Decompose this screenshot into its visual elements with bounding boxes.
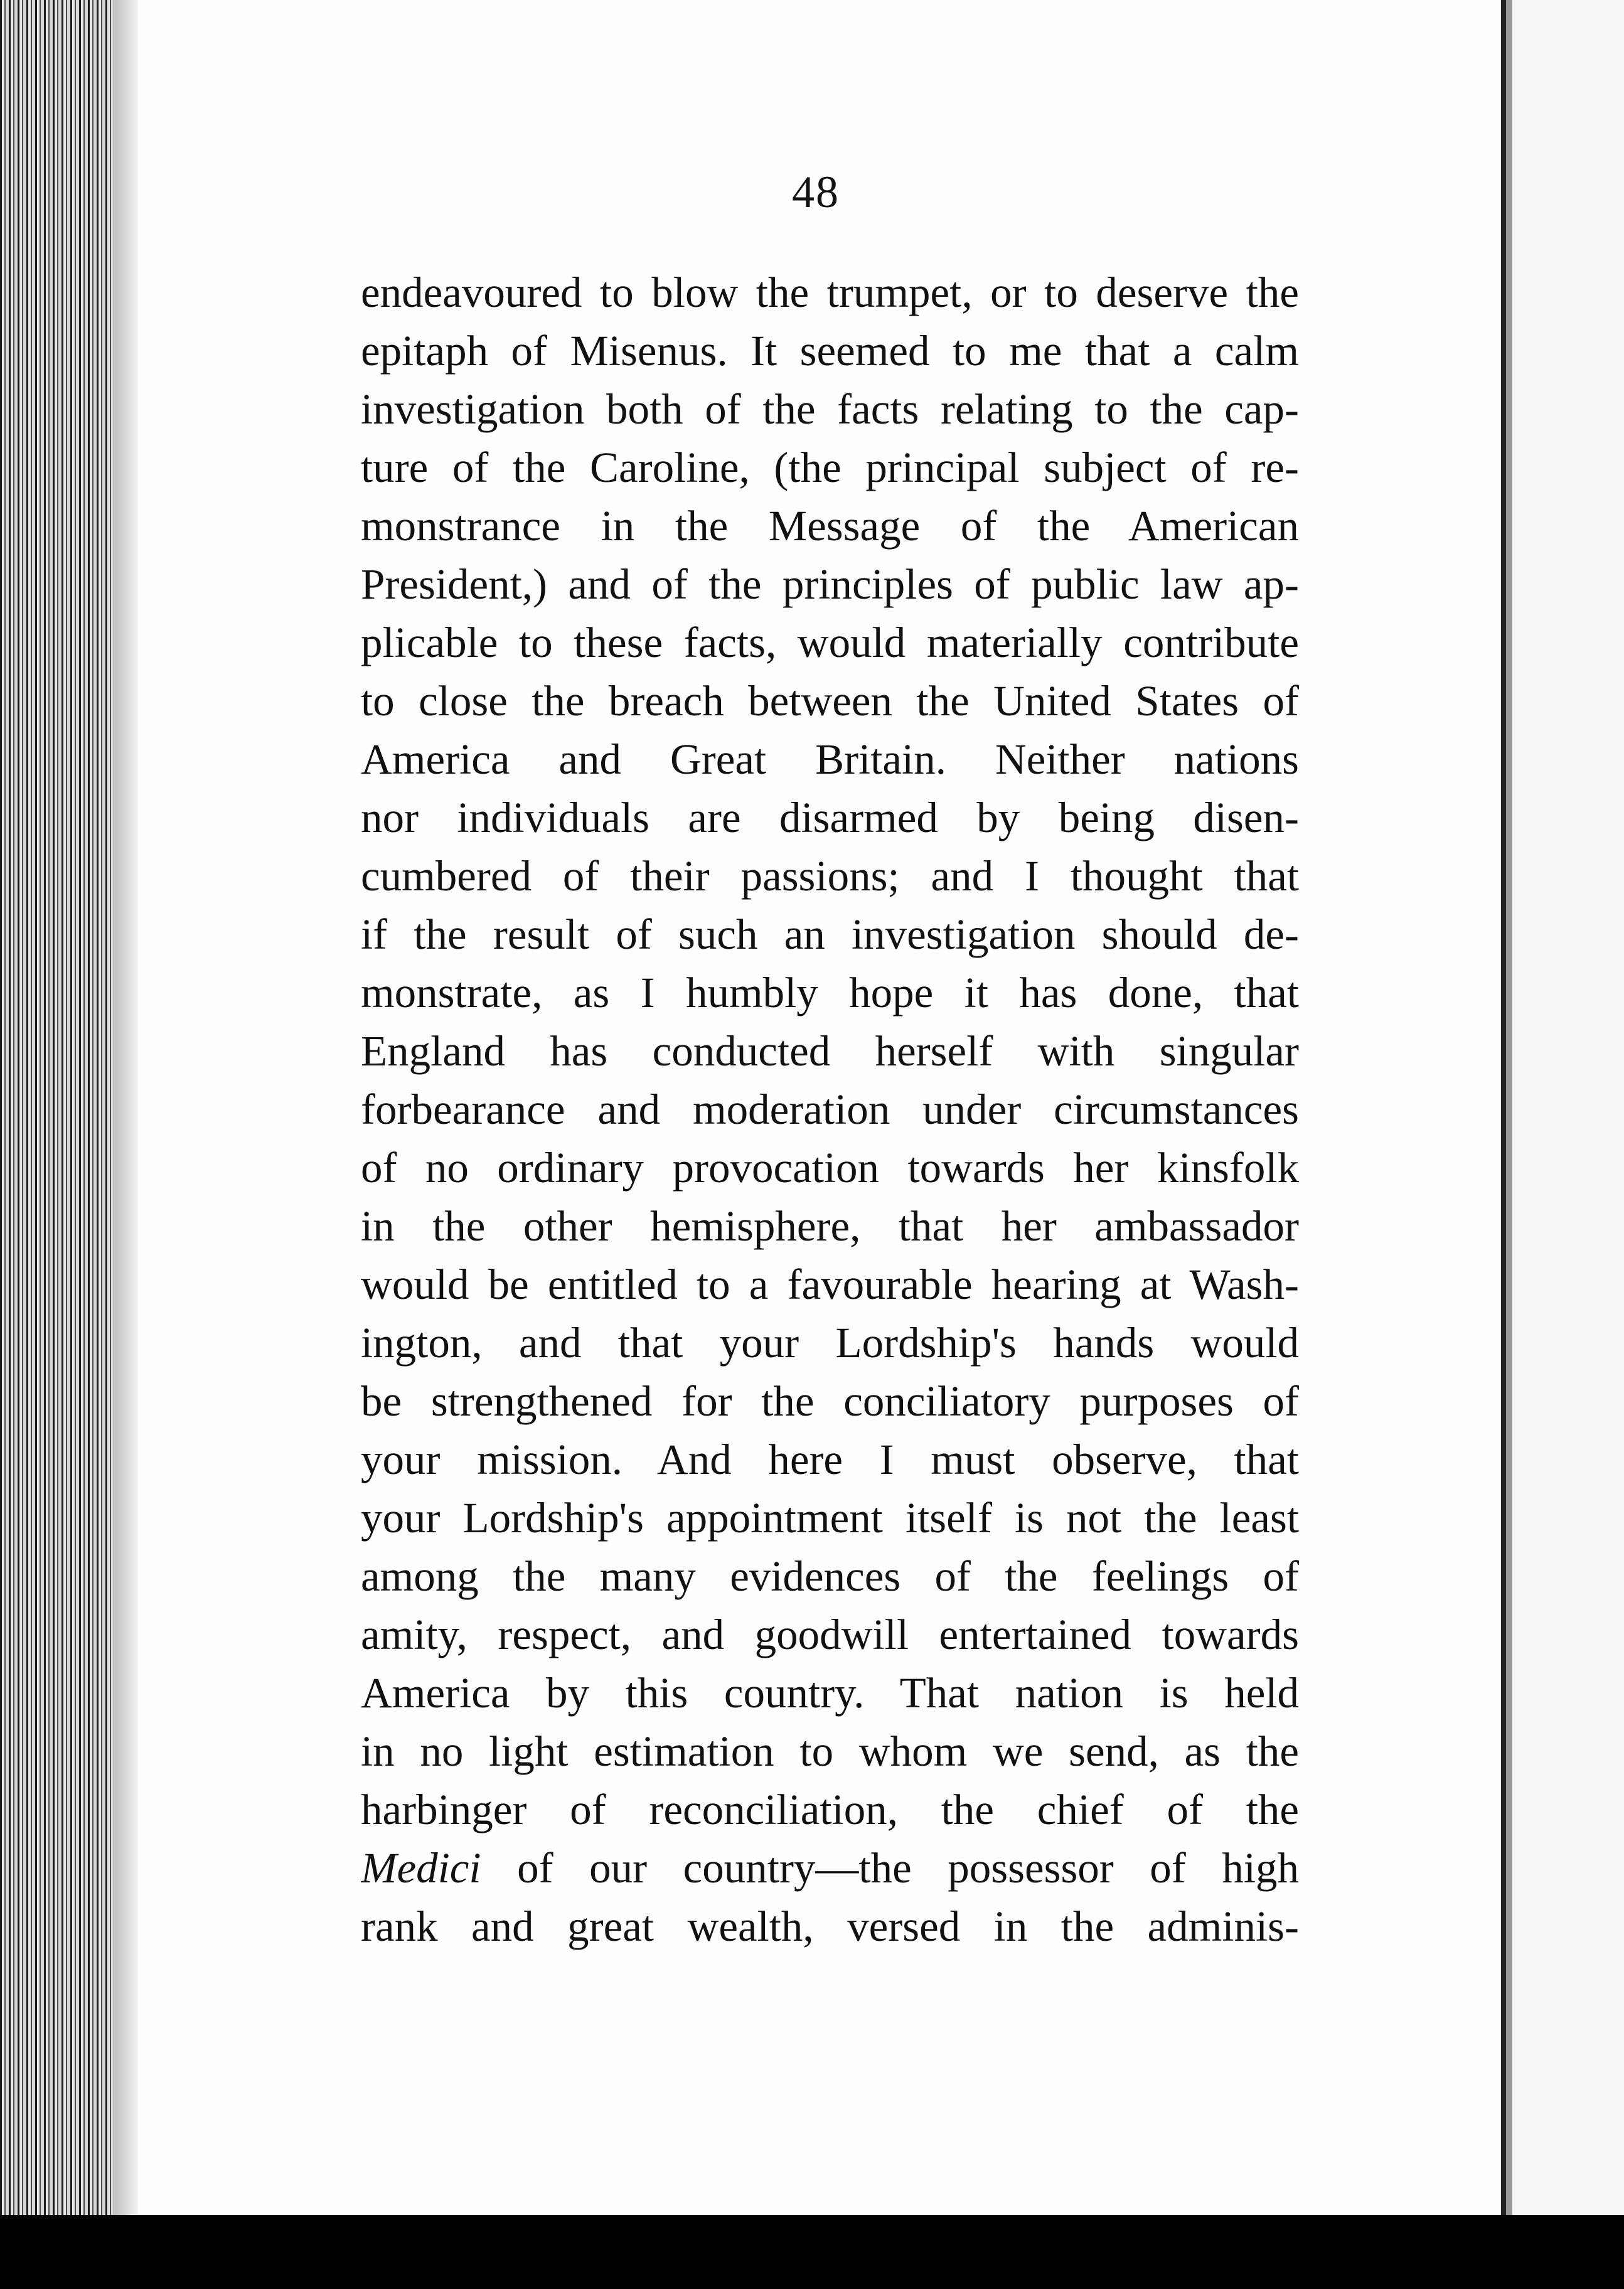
body-text (361, 264, 1299, 1956)
facing-page-edge (1501, 0, 1624, 2215)
text-line: of no ordinary provocation towards her kinsfolk (361, 1144, 1299, 1192)
text-line: monstrance in the Message of the American (361, 502, 1299, 550)
text-line: in the other hemisphere, that her ambassador (361, 1202, 1299, 1250)
text-line: be strengthened for the conciliatory purposes of (361, 1377, 1299, 1425)
text-line: plicable to these facts, would materially contribute (361, 619, 1299, 666)
text-line: England has conducted herself with singular (361, 1027, 1299, 1075)
text-line: harbinger of reconciliation, the chief of the (361, 1786, 1299, 1833)
text-line: America by this country. That nation is held (361, 1669, 1299, 1717)
text-line: forbearance and moderation under circumstances (361, 1086, 1299, 1133)
text-line: cumbered of their passions; and I thought that (361, 852, 1299, 900)
text-line: your mission. And here I must observe, that (361, 1436, 1299, 1483)
text-line: in no light estimation to whom we send, as the (361, 1727, 1299, 1775)
text-line: monstrate, as I humbly hope it has done, that (361, 969, 1299, 1016)
text-line: America and Great Britain. Neither nations (361, 735, 1299, 783)
text-line: to close the breach between the United States of (361, 677, 1299, 725)
book-binding-edge (0, 0, 138, 2215)
page-number: 48 (792, 167, 840, 217)
italic-line-rest: of our country—the possessor of high (481, 1844, 1299, 1892)
text-line: amity, respect, and goodwill entertained towards (361, 1611, 1299, 1658)
italic-word: Medici (361, 1844, 481, 1892)
text-line: investigation both of the facts relating to the cap- (361, 385, 1299, 433)
text-line: ington, and that your Lordship's hands would (361, 1319, 1299, 1367)
text-line-final: rank and great wealth, versed in the adminis- (361, 1902, 1299, 1950)
text-line: President,) and of the principles of public law ap- (361, 560, 1299, 608)
text-line: ture of the Caroline, (the principal subject of re- (361, 444, 1299, 491)
scan-bottom-border (0, 2215, 1624, 2289)
text-line: if the result of such an investigation should de- (361, 910, 1299, 958)
text-line: your Lordship's appointment itself is not the least (361, 1494, 1299, 1542)
text-line: endeavoured to blow the trumpet, or to deserve the (361, 269, 1299, 316)
text-line: would be entitled to a favourable hearing at Wash- (361, 1261, 1299, 1308)
text-line: among the many evidences of the feelings of (361, 1552, 1299, 1600)
text-line: epitaph of Misenus. It seemed to me that a calm (361, 327, 1299, 375)
text-line-italic (361, 1839, 1299, 1897)
text-line: nor individuals are disarmed by being disen- (361, 794, 1299, 841)
